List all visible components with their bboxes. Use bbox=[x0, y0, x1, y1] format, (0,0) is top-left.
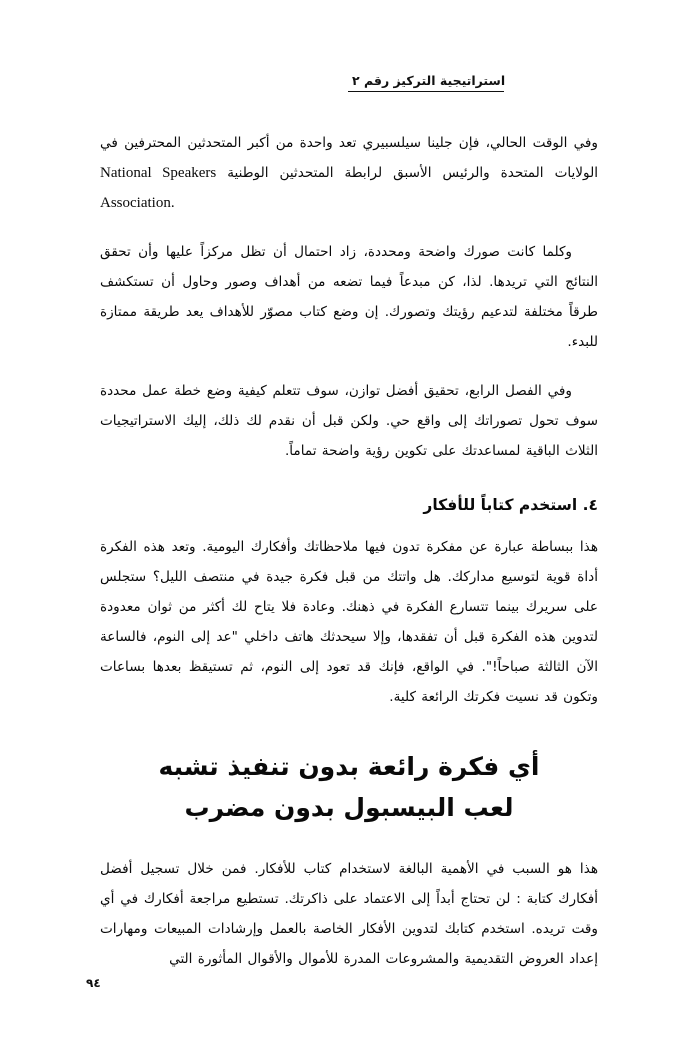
running-header-rule bbox=[348, 91, 504, 92]
paragraph-3: وفي الفصل الرابع، تحقيق أفضل توازن، سوف تتعلم كيفية وضع خطة عمل محددة سوف تحول تصوراتك إلى واقع حي. ولكن قبل أن نقدم لك ذلك، إليك الاستراتيجيات الثلاث الباقية لمساعدتك على تكوين رؤية واضحة تماماً. bbox=[100, 383, 598, 459]
pull-quote-line-1: أي فكرة رائعة بدون تنفيذ تشبه bbox=[158, 752, 540, 781]
running-header-title: استراتيجية التركيز رقم ٢ bbox=[352, 73, 506, 88]
page-number: ٩٤ bbox=[86, 976, 101, 990]
page-content bbox=[100, 128, 598, 993]
pull-quote bbox=[100, 746, 598, 828]
paragraph-1-latin-org-name: National Speakers Association. bbox=[100, 165, 217, 211]
paragraph-4: هذا ببساطة عبارة عن مفكرة تدون فيها ملاحظاتك وأفكارك اليومية. وتعد هذه الفكرة أداة قوية لتوسيع مداركك. هل واتتك من قبل فكرة جيدة في منتصف الليل؟ ستجلس على سريرك بينما تتسارع الفكرة في ذهنك. وعادة فلا يتاح لك أكثر من ثوان معدودة لتدوين هذه الفكرة قبل أن تفقدها، وإلا سيحدثك هاتف داخلي "عد إلى النوم، فالساعة الآن الثالثة صباحاً!". في الواقع، فإنك قد تعود إلى النوم، ثم تستيقظ بعدها بساعات وتكون قد نسيت فكرتك الرائعة كلية. bbox=[100, 539, 598, 705]
paragraph-1 bbox=[100, 128, 598, 218]
pull-quote-line-2: لعب البيسبول بدون مضرب bbox=[184, 793, 514, 822]
paragraph-2: وكلما كانت صورك واضحة ومحددة، زاد احتمال أن تظل مركزاً عليها وأن تحقق النتائج التي تريدها. لذا، كن مبدعاً فيما تضعه من أهداف وصور وحاول أن تستكشف طرقاً مختلفة لتدعيم رؤيتك وتصورك. إن وضع كتاب مصوّر للأهداف يعد طريقة ممتازة للبدء. bbox=[100, 244, 598, 350]
section-heading-idea-book: ٤. استخدم كتاباً للأفكار bbox=[423, 496, 598, 514]
paragraph-5: هذا هو السبب في الأهمية البالغة لاستخدام كتاب للأفكار. فمن خلال تسجيل أفضل أفكارك كتابة : لن تحتاج أبداً إلى الاعتماد على ذاكرتك. تستطيع مراجعة أفكارك في أي وقت تريده. استخدم كتابك لتدوين الأفكار الخاصة بالعمل وإرشادات المبيعات ومهارات إعداد العروض التقديمية والمشروعات المدرة للأموال والأقوال المأثورة التي bbox=[100, 861, 598, 967]
running-header bbox=[348, 74, 598, 92]
paragraph-1-arabic: وفي الوقت الحالي، فإن جلينا سيلسبيري تعد واحدة من أكبر المتحدثين المحترفين في الولايات المتحدة والرئيس الأسبق لرابطة المتحدثين الوطنية bbox=[100, 135, 598, 181]
